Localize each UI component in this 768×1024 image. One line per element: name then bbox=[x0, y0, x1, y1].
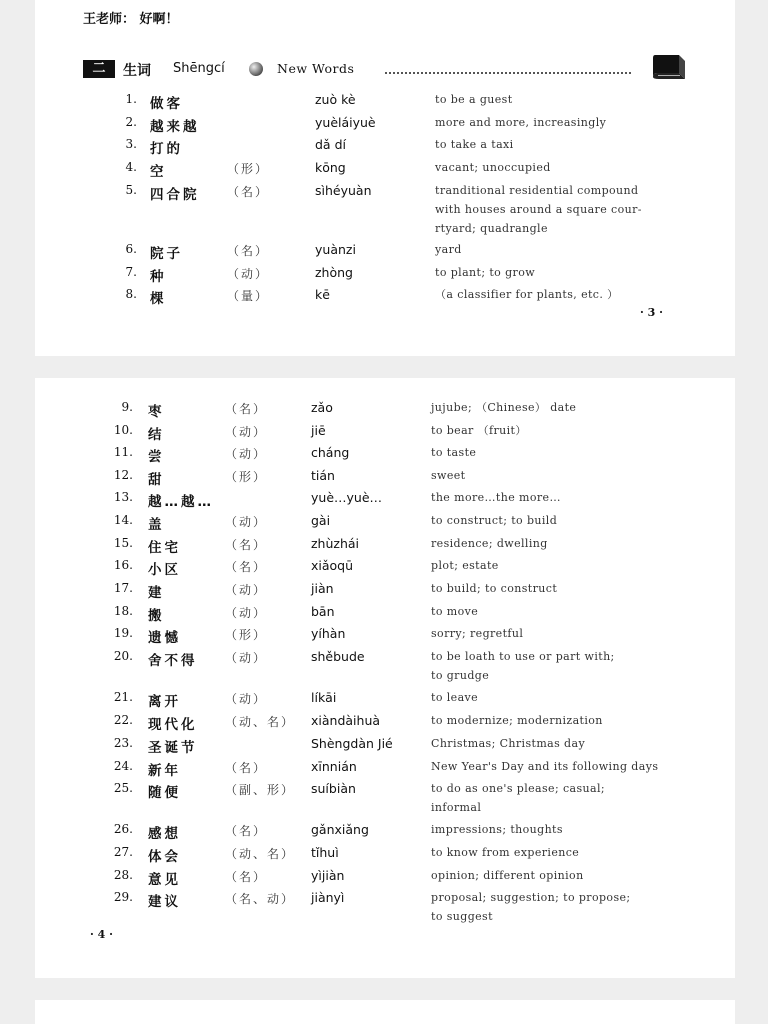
word-hanzi: 建议 bbox=[148, 894, 181, 910]
word-pinyin: zhùzhái bbox=[311, 536, 360, 551]
vocabulary-row bbox=[35, 649, 735, 682]
vocabulary-row bbox=[35, 581, 735, 601]
word-pinyin: yuànzi bbox=[315, 242, 356, 257]
word-hanzi: 随便 bbox=[148, 785, 181, 801]
word-definition: residence; dwelling bbox=[431, 537, 548, 550]
section-title-english: New Words bbox=[277, 61, 355, 76]
word-number: 25. bbox=[113, 781, 133, 795]
word-hanzi: 打的 bbox=[150, 141, 183, 157]
word-hanzi: 枣 bbox=[148, 404, 165, 420]
word-definition: opinion; different opinion bbox=[431, 869, 584, 882]
word-part-of-speech: （名） bbox=[227, 244, 270, 258]
textbook-page-3 bbox=[35, 0, 735, 356]
word-pinyin: zuò kè bbox=[315, 92, 356, 107]
word-pinyin: shěbude bbox=[311, 649, 365, 664]
word-part-of-speech: （动） bbox=[225, 515, 268, 529]
word-number: 5. bbox=[125, 183, 137, 197]
word-part-of-speech: （动） bbox=[225, 447, 268, 461]
word-pinyin: líkāi bbox=[311, 690, 337, 705]
word-part-of-speech: （动） bbox=[225, 692, 268, 706]
word-hanzi: 感想 bbox=[148, 826, 181, 842]
word-pinyin: xiàndàihuà bbox=[311, 713, 381, 728]
word-hanzi: 种 bbox=[150, 269, 167, 285]
word-number: 28. bbox=[113, 868, 133, 882]
word-hanzi: 新年 bbox=[148, 763, 181, 779]
vocabulary-row bbox=[35, 183, 735, 235]
word-number: 18. bbox=[113, 604, 133, 618]
word-part-of-speech: （动） bbox=[225, 651, 268, 665]
vocabulary-row bbox=[35, 536, 735, 556]
word-hanzi: 圣诞节 bbox=[148, 740, 198, 756]
word-definition: sweet bbox=[431, 469, 466, 482]
word-definition: to modernize; modernization bbox=[431, 714, 603, 727]
word-pinyin: zǎo bbox=[311, 400, 333, 415]
word-number: 21. bbox=[113, 690, 133, 704]
word-number: 24. bbox=[113, 759, 133, 773]
word-part-of-speech: （形） bbox=[225, 628, 268, 642]
word-hanzi: 尝 bbox=[148, 449, 165, 465]
word-definition: to plant; to grow bbox=[435, 266, 536, 279]
word-part-of-speech: （量） bbox=[227, 289, 270, 303]
vocabulary-row bbox=[35, 137, 735, 157]
word-pinyin: yuèláiyuè bbox=[315, 115, 376, 130]
word-hanzi: 意见 bbox=[148, 872, 181, 888]
section-title-chinese: 生词 bbox=[123, 63, 151, 79]
word-hanzi: 离开 bbox=[148, 694, 181, 710]
dotted-leader bbox=[385, 72, 631, 74]
word-number: 16. bbox=[113, 558, 133, 572]
word-number: 9. bbox=[121, 400, 133, 414]
word-part-of-speech: （名） bbox=[225, 560, 268, 574]
word-pinyin: tián bbox=[311, 468, 335, 483]
word-definition: to move bbox=[431, 605, 479, 618]
word-number: 12. bbox=[113, 468, 133, 482]
word-part-of-speech: （名） bbox=[225, 402, 268, 416]
word-pinyin: jiàn bbox=[311, 581, 334, 596]
vocabulary-row bbox=[35, 736, 735, 756]
word-part-of-speech: （名） bbox=[225, 538, 268, 552]
word-number: 20. bbox=[113, 649, 133, 663]
word-pinyin: dǎ dí bbox=[315, 137, 346, 152]
word-hanzi: 院子 bbox=[150, 246, 183, 262]
vocabulary-row bbox=[35, 468, 735, 488]
vocabulary-row bbox=[35, 400, 735, 420]
word-number: 3. bbox=[125, 137, 137, 151]
page-number: · 4 · bbox=[90, 928, 113, 941]
word-hanzi: 甜 bbox=[148, 472, 165, 488]
word-part-of-speech: （形） bbox=[227, 162, 270, 176]
word-hanzi: 空 bbox=[150, 164, 167, 180]
word-hanzi: 结 bbox=[148, 427, 165, 443]
word-number: 11. bbox=[113, 445, 133, 459]
word-hanzi: 舍不得 bbox=[148, 653, 198, 669]
section-header bbox=[83, 58, 693, 82]
vocabulary-row bbox=[35, 287, 735, 307]
word-hanzi: 做客 bbox=[150, 96, 183, 112]
word-hanzi: 体会 bbox=[148, 849, 181, 865]
word-hanzi: 盖 bbox=[148, 517, 165, 533]
word-number: 15. bbox=[113, 536, 133, 550]
vocabulary-row bbox=[35, 604, 735, 624]
vocabulary-row bbox=[35, 822, 735, 842]
word-pinyin: sìhéyuàn bbox=[315, 183, 372, 198]
textbook-page-next bbox=[35, 1000, 735, 1024]
word-definition: to build; to construct bbox=[431, 582, 558, 595]
word-definition: to know from experience bbox=[431, 846, 580, 859]
word-number: 23. bbox=[113, 736, 133, 750]
vocabulary-row bbox=[35, 513, 735, 533]
vocabulary-row bbox=[35, 92, 735, 112]
word-number: 27. bbox=[113, 845, 133, 859]
word-part-of-speech: （动） bbox=[227, 267, 270, 281]
textbook-page-4 bbox=[35, 378, 735, 978]
word-part-of-speech: （名） bbox=[225, 870, 268, 884]
word-hanzi: 越…越… bbox=[148, 494, 214, 510]
word-definition: the more…the more… bbox=[431, 491, 561, 504]
word-definition: to do as one's please; casual; informal bbox=[431, 782, 605, 814]
word-part-of-speech: （副、形） bbox=[225, 783, 296, 797]
vocabulary-row bbox=[35, 160, 735, 180]
word-definition: yard bbox=[435, 243, 462, 256]
word-pinyin: jiē bbox=[311, 423, 326, 438]
word-hanzi: 住宅 bbox=[148, 540, 181, 556]
word-pinyin: gǎnxiǎng bbox=[311, 822, 369, 837]
word-hanzi: 越来越 bbox=[150, 119, 200, 135]
book-icon bbox=[649, 53, 689, 81]
word-part-of-speech: （名） bbox=[225, 761, 268, 775]
word-definition: tranditional residential compound with houses around a square cour- rtyard; quadrangle bbox=[435, 184, 642, 235]
vocabulary-row bbox=[35, 890, 735, 923]
section-title-pinyin: Shēngcí bbox=[173, 61, 225, 76]
vocabulary-row bbox=[35, 626, 735, 646]
word-hanzi: 现代化 bbox=[148, 717, 198, 733]
word-hanzi: 建 bbox=[148, 585, 165, 601]
vocabulary-row bbox=[35, 558, 735, 578]
word-definition: sorry; regretful bbox=[431, 627, 524, 640]
word-hanzi: 棵 bbox=[150, 291, 167, 307]
bullet-ball-icon bbox=[249, 62, 263, 76]
word-definition: jujube; （Chinese） date bbox=[431, 401, 577, 414]
word-pinyin: gài bbox=[311, 513, 331, 528]
word-pinyin: zhòng bbox=[315, 265, 353, 280]
word-pinyin: xiǎoqū bbox=[311, 558, 354, 573]
word-definition: New Year's Day and its following days bbox=[431, 760, 659, 773]
word-pinyin: yìjiàn bbox=[311, 868, 345, 883]
word-number: 4. bbox=[125, 160, 137, 174]
word-part-of-speech: （名） bbox=[225, 824, 268, 838]
word-pinyin: yuè…yuè… bbox=[311, 490, 383, 505]
word-number: 13. bbox=[113, 490, 133, 504]
word-definition: plot; estate bbox=[431, 559, 499, 572]
vocabulary-row bbox=[35, 845, 735, 865]
word-pinyin: cháng bbox=[311, 445, 350, 460]
word-definition: to leave bbox=[431, 691, 479, 704]
word-number: 19. bbox=[113, 626, 133, 640]
word-number: 7. bbox=[125, 265, 137, 279]
word-number: 6. bbox=[125, 242, 137, 256]
word-definition: to take a taxi bbox=[435, 138, 514, 151]
vocabulary-row bbox=[35, 490, 735, 510]
word-number: 1. bbox=[125, 92, 137, 106]
vocabulary-row bbox=[35, 781, 735, 814]
word-definition: to construct; to build bbox=[431, 514, 558, 527]
word-number: 14. bbox=[113, 513, 133, 527]
vocabulary-row bbox=[35, 713, 735, 733]
word-pinyin: suíbiàn bbox=[311, 781, 356, 796]
page-number: · 3 · bbox=[640, 306, 663, 319]
word-pinyin: xīnnián bbox=[311, 759, 357, 774]
word-pinyin: yíhàn bbox=[311, 626, 346, 641]
word-part-of-speech: （形） bbox=[225, 470, 268, 484]
word-definition: to be a guest bbox=[435, 93, 513, 106]
word-part-of-speech: （动、名） bbox=[225, 847, 296, 861]
vocabulary-row bbox=[35, 423, 735, 443]
word-number: 29. bbox=[113, 890, 133, 904]
dialogue-line: 王老师： 好啊！ bbox=[83, 12, 179, 27]
vocabulary-row bbox=[35, 265, 735, 285]
word-pinyin: bān bbox=[311, 604, 335, 619]
word-pinyin: kē bbox=[315, 287, 330, 302]
word-definition: to be loath to use or part with; to grudge bbox=[431, 650, 615, 682]
word-pinyin: tǐhuì bbox=[311, 845, 339, 860]
vocabulary-row bbox=[35, 759, 735, 779]
word-part-of-speech: （名、动） bbox=[225, 892, 296, 906]
word-part-of-speech: （动） bbox=[225, 606, 268, 620]
word-definition: vacant; unoccupied bbox=[435, 161, 551, 174]
word-number: 10. bbox=[113, 423, 133, 437]
vocabulary-row bbox=[35, 868, 735, 888]
word-number: 17. bbox=[113, 581, 133, 595]
word-pinyin: jiànyì bbox=[311, 890, 345, 905]
word-definition: Christmas; Christmas day bbox=[431, 737, 586, 750]
word-hanzi: 遗憾 bbox=[148, 630, 181, 646]
word-part-of-speech: （动） bbox=[225, 425, 268, 439]
word-part-of-speech: （动、名） bbox=[225, 715, 296, 729]
vocabulary-row bbox=[35, 445, 735, 465]
word-definition: to taste bbox=[431, 446, 477, 459]
word-definition: impressions; thoughts bbox=[431, 823, 563, 836]
word-pinyin: kōng bbox=[315, 160, 346, 175]
word-pinyin: Shèngdàn Jié bbox=[311, 736, 393, 751]
word-hanzi: 小区 bbox=[148, 562, 181, 578]
word-number: 2. bbox=[125, 115, 137, 129]
word-definition: more and more, increasingly bbox=[435, 116, 607, 129]
word-number: 8. bbox=[125, 287, 137, 301]
section-number: 二 bbox=[83, 60, 115, 78]
vocabulary-row bbox=[35, 115, 735, 135]
word-number: 22. bbox=[113, 713, 133, 727]
word-definition: to bear （fruit） bbox=[431, 424, 527, 437]
word-part-of-speech: （名） bbox=[227, 185, 270, 199]
word-hanzi: 四合院 bbox=[150, 187, 200, 203]
word-definition: proposal; suggestion; to propose; to suggest bbox=[431, 891, 631, 923]
word-hanzi: 搬 bbox=[148, 608, 165, 624]
word-number: 26. bbox=[113, 822, 133, 836]
vocabulary-row bbox=[35, 242, 735, 262]
vocabulary-row bbox=[35, 690, 735, 710]
word-part-of-speech: （动） bbox=[225, 583, 268, 597]
word-definition: （a classifier for plants, etc. ） bbox=[435, 288, 619, 301]
